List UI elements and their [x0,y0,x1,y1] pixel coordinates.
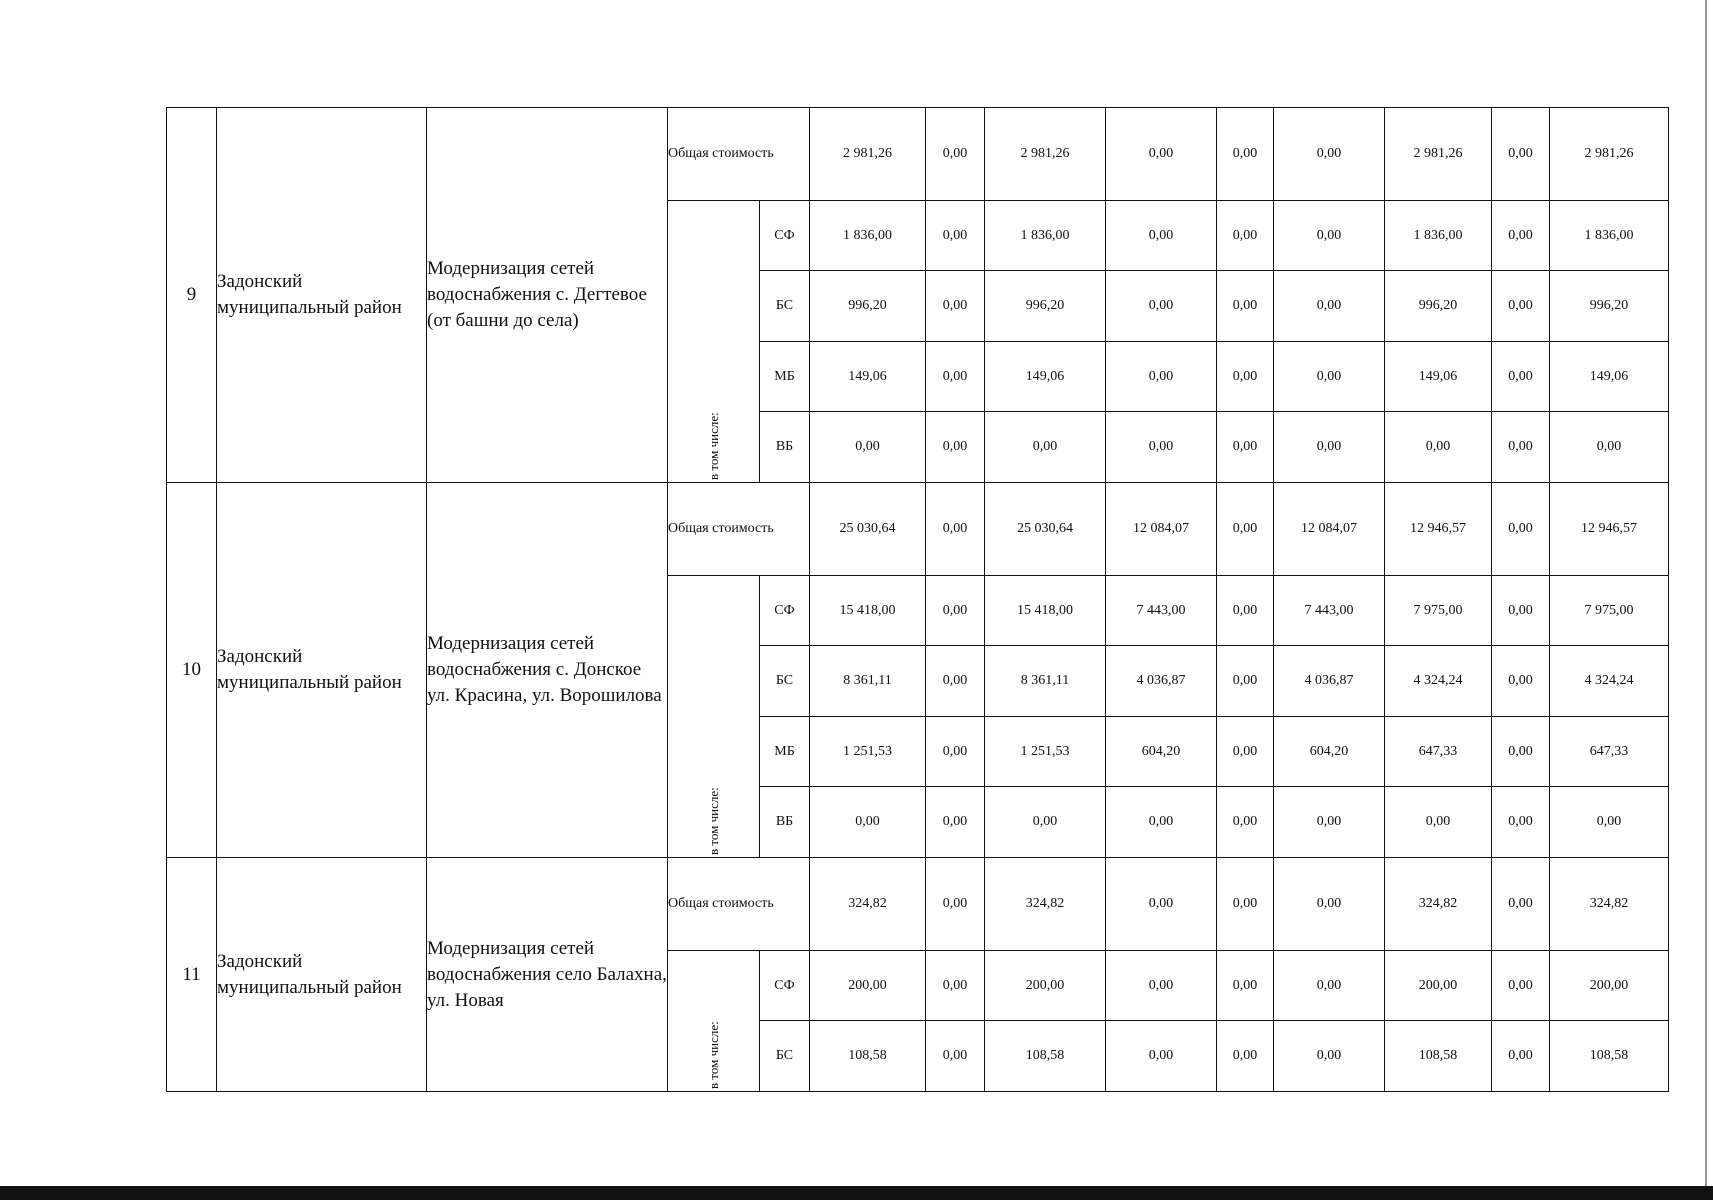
total-value-cell: 324,82 [985,858,1106,951]
total-value-cell: 12 084,07 [1274,483,1385,576]
source-value-cell: 0,00 [1217,341,1274,412]
source-value-cell: 0,00 [1274,787,1385,858]
table-row [167,108,1669,201]
source-value-cell: 108,58 [1385,1021,1492,1092]
project-name: Модернизация сетей водоснабжения с. Дегтевое (от башни до села) [427,108,668,483]
source-value-cell: 0,00 [1492,341,1550,412]
total-value-cell: 324,82 [810,858,926,951]
source-value-cell: 0,00 [985,412,1106,483]
total-value-cell: 0,00 [1274,858,1385,951]
total-value-cell: 2 981,26 [1385,108,1492,201]
source-value-cell: 0,00 [926,412,985,483]
row-number: 11 [167,858,217,1092]
source-value-cell: 0,00 [926,200,985,271]
scan-bottom-bar [0,1186,1713,1200]
source-value-cell: 0,00 [1274,412,1385,483]
total-value-cell: 25 030,64 [810,483,926,576]
total-cost-label: Общая стоимость [668,108,810,201]
funding-source-code: СФ [760,200,810,271]
total-value-cell: 0,00 [926,108,985,201]
project-name: Модернизация сетей водоснабжения с. Донское ул. Красина, ул. Ворошилова [427,483,668,858]
funding-source-code: МБ [760,716,810,787]
source-value-cell: 0,00 [926,787,985,858]
source-value-cell: 0,00 [1274,1021,1385,1092]
source-value-cell: 8 361,11 [985,646,1106,717]
source-value-cell: 1 251,53 [810,716,926,787]
source-value-cell: 0,00 [1550,787,1669,858]
including-label-cell [668,575,760,857]
source-value-cell: 0,00 [1106,787,1217,858]
total-value-cell: 0,00 [1106,108,1217,201]
source-value-cell: 149,06 [985,341,1106,412]
source-value-cell: 0,00 [1492,271,1550,342]
source-value-cell: 200,00 [810,950,926,1021]
total-value-cell: 12 946,57 [1385,483,1492,576]
total-value-cell: 2 981,26 [985,108,1106,201]
source-value-cell: 0,00 [926,341,985,412]
source-value-cell: 7 443,00 [1106,575,1217,646]
source-value-cell: 15 418,00 [810,575,926,646]
including-label: в том числе: [705,412,721,480]
total-value-cell: 324,82 [1385,858,1492,951]
source-value-cell: 0,00 [1106,200,1217,271]
source-value-cell: 7 975,00 [1385,575,1492,646]
source-value-cell: 647,33 [1550,716,1669,787]
table-row [167,483,1669,576]
row-number: 9 [167,108,217,483]
source-value-cell: 149,06 [1385,341,1492,412]
source-value-cell: 0,00 [1217,716,1274,787]
scan-edge [1705,0,1707,1186]
total-value-cell: 12 946,57 [1550,483,1669,576]
funding-source-code: ВБ [760,787,810,858]
source-value-cell: 0,00 [1274,200,1385,271]
funding-source-code: БС [760,271,810,342]
source-value-cell: 0,00 [1217,412,1274,483]
source-value-cell: 1 836,00 [985,200,1106,271]
source-value-cell: 0,00 [1106,412,1217,483]
source-value-cell: 0,00 [926,271,985,342]
total-value-cell: 324,82 [1550,858,1669,951]
source-value-cell: 0,00 [1492,716,1550,787]
source-value-cell: 0,00 [1217,271,1274,342]
source-value-cell: 0,00 [1385,412,1492,483]
total-value-cell: 0,00 [1217,483,1274,576]
source-value-cell: 0,00 [810,412,926,483]
including-label: в том числе: [705,1021,721,1089]
source-value-cell: 0,00 [1217,575,1274,646]
source-value-cell: 0,00 [1492,412,1550,483]
source-value-cell: 0,00 [1492,1021,1550,1092]
total-value-cell: 12 084,07 [1106,483,1217,576]
source-value-cell: 996,20 [1550,271,1669,342]
total-value-cell: 2 981,26 [1550,108,1669,201]
source-value-cell: 1 251,53 [985,716,1106,787]
source-value-cell: 108,58 [810,1021,926,1092]
source-value-cell: 200,00 [1550,950,1669,1021]
source-value-cell: 0,00 [1492,787,1550,858]
source-value-cell: 108,58 [985,1021,1106,1092]
table-row [167,858,1669,951]
source-value-cell: 0,00 [1106,950,1217,1021]
source-value-cell: 0,00 [926,1021,985,1092]
total-value-cell: 0,00 [1492,483,1550,576]
total-value-cell: 2 981,26 [810,108,926,201]
source-value-cell: 0,00 [1106,271,1217,342]
funding-source-code: СФ [760,575,810,646]
source-value-cell: 0,00 [1217,646,1274,717]
source-value-cell: 996,20 [810,271,926,342]
including-label-cell [668,200,760,482]
source-value-cell: 647,33 [1385,716,1492,787]
including-label: в том числе: [705,787,721,855]
funding-source-code: СФ [760,950,810,1021]
funding-source-code: МБ [760,341,810,412]
source-value-cell: 0,00 [1274,271,1385,342]
including-label-cell [668,950,760,1091]
source-value-cell: 4 324,24 [1550,646,1669,717]
source-value-cell: 0,00 [1217,787,1274,858]
source-value-cell: 1 836,00 [810,200,926,271]
total-value-cell: 0,00 [1492,108,1550,201]
source-value-cell: 0,00 [1550,412,1669,483]
funding-source-code: БС [760,646,810,717]
source-value-cell: 15 418,00 [985,575,1106,646]
total-value-cell: 25 030,64 [985,483,1106,576]
source-value-cell: 604,20 [1106,716,1217,787]
source-value-cell: 200,00 [985,950,1106,1021]
total-value-cell: 0,00 [926,858,985,951]
source-value-cell: 149,06 [810,341,926,412]
source-value-cell: 996,20 [985,271,1106,342]
row-number: 10 [167,483,217,858]
source-value-cell: 996,20 [1385,271,1492,342]
total-value-cell: 0,00 [1274,108,1385,201]
source-value-cell: 0,00 [926,950,985,1021]
source-value-cell: 8 361,11 [810,646,926,717]
source-value-cell: 4 036,87 [1106,646,1217,717]
funding-source-code: ВБ [760,412,810,483]
total-value-cell: 0,00 [926,483,985,576]
source-value-cell: 149,06 [1550,341,1669,412]
source-value-cell: 7 975,00 [1550,575,1669,646]
source-value-cell: 0,00 [1492,950,1550,1021]
district-name: Задонский муниципальный район [217,108,427,483]
source-value-cell: 0,00 [1492,200,1550,271]
total-cost-label: Общая стоимость [668,483,810,576]
source-value-cell: 0,00 [1274,950,1385,1021]
source-value-cell: 0,00 [1274,341,1385,412]
source-value-cell: 0,00 [1217,950,1274,1021]
source-value-cell: 0,00 [810,787,926,858]
total-value-cell: 0,00 [1217,108,1274,201]
source-value-cell: 4 036,87 [1274,646,1385,717]
table-body [167,108,1669,1092]
source-value-cell: 0,00 [1492,575,1550,646]
source-value-cell: 0,00 [985,787,1106,858]
source-value-cell: 1 836,00 [1385,200,1492,271]
source-value-cell: 1 836,00 [1550,200,1669,271]
total-value-cell: 0,00 [1217,858,1274,951]
source-value-cell: 0,00 [1385,787,1492,858]
source-value-cell: 0,00 [1106,341,1217,412]
source-value-cell: 0,00 [1217,200,1274,271]
source-value-cell: 0,00 [1106,1021,1217,1092]
source-value-cell: 4 324,24 [1385,646,1492,717]
source-value-cell: 108,58 [1550,1021,1669,1092]
total-value-cell: 0,00 [1492,858,1550,951]
source-value-cell: 200,00 [1385,950,1492,1021]
source-value-cell: 7 443,00 [1274,575,1385,646]
district-name: Задонский муниципальный район [217,483,427,858]
district-name: Задонский муниципальный район [217,858,427,1092]
source-value-cell: 0,00 [926,716,985,787]
funding-source-code: БС [760,1021,810,1092]
source-value-cell: 0,00 [926,575,985,646]
source-value-cell: 0,00 [1492,646,1550,717]
source-value-cell: 604,20 [1274,716,1385,787]
total-cost-label: Общая стоимость [668,858,810,951]
source-value-cell: 0,00 [1217,1021,1274,1092]
project-name: Модернизация сетей водоснабжения село Балахна, ул. Новая [427,858,668,1092]
total-value-cell: 0,00 [1106,858,1217,951]
source-value-cell: 0,00 [926,646,985,717]
funding-table [166,107,1669,1092]
